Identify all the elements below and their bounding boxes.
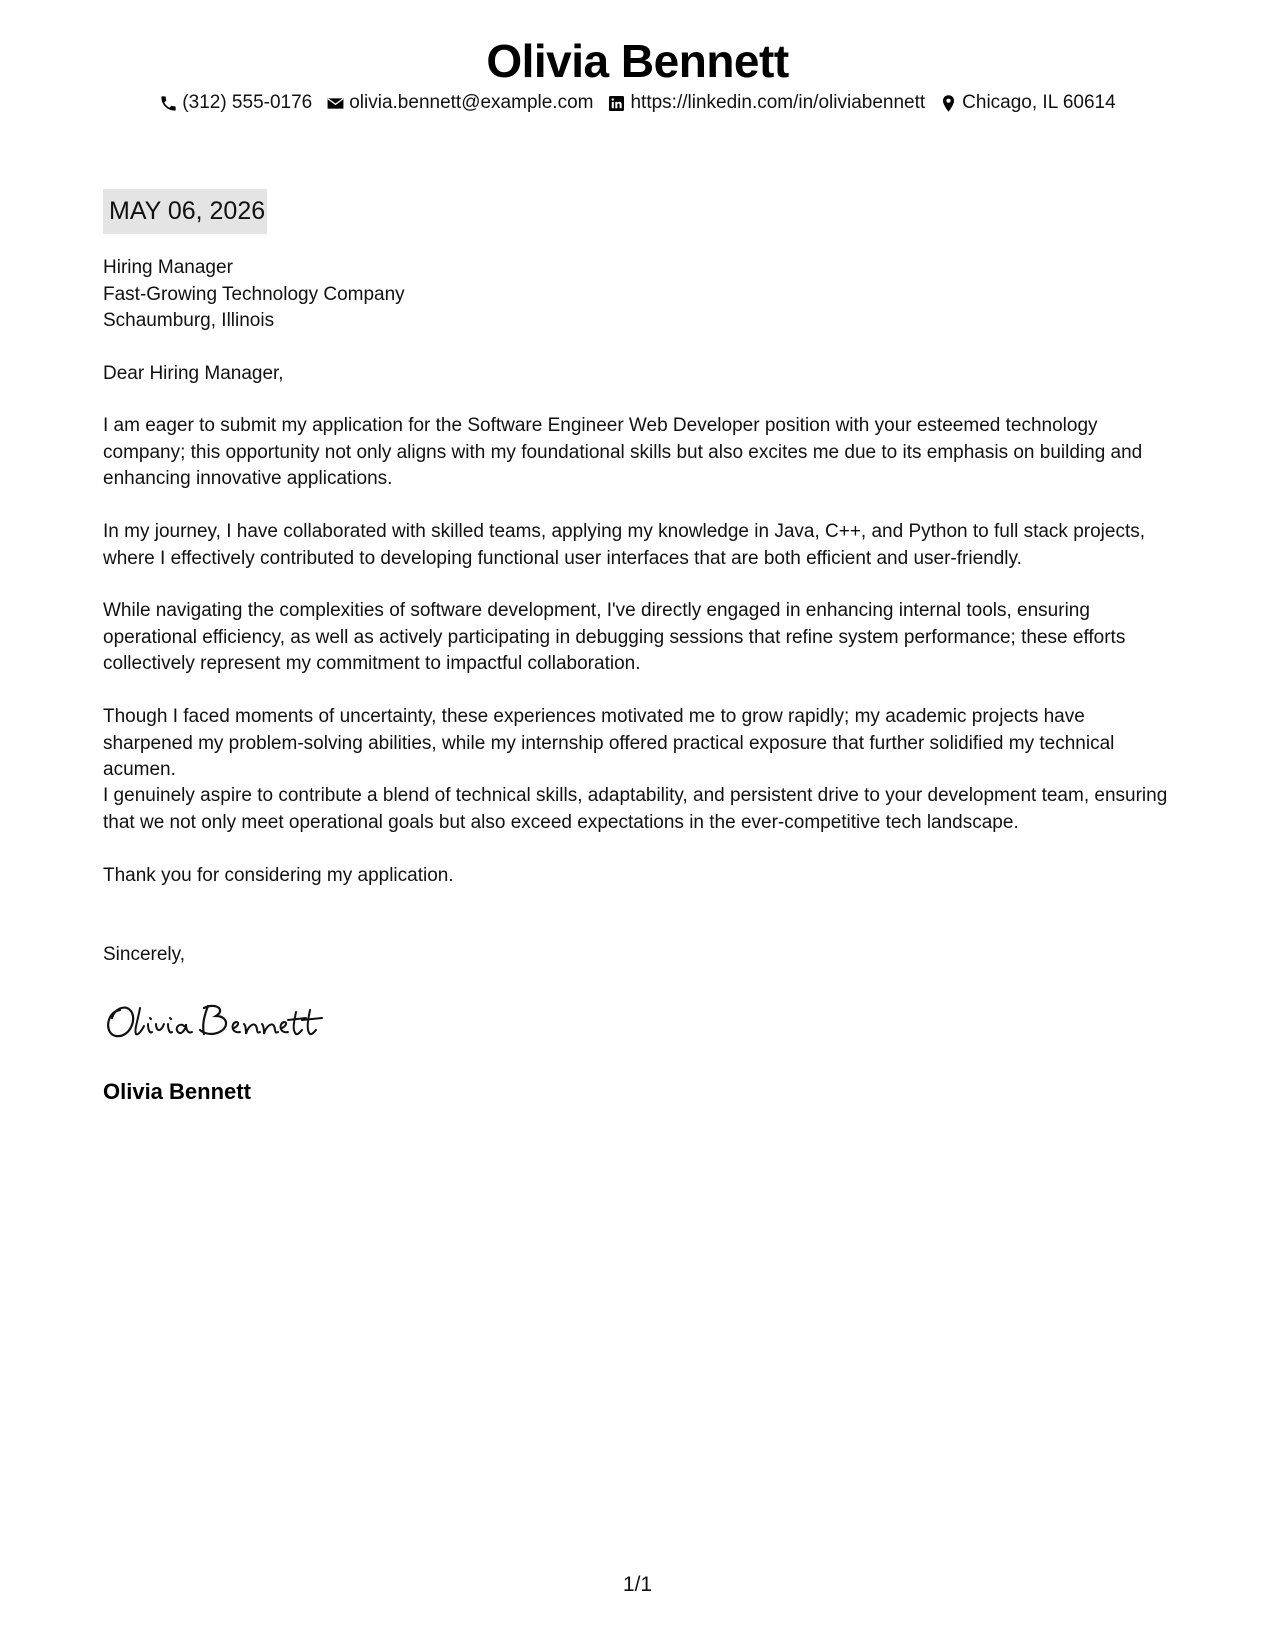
recipient-location: Schaumburg, Illinois xyxy=(103,310,275,331)
body-paragraph: Thank you for considering my application. xyxy=(103,865,454,886)
contact-location xyxy=(939,92,1116,114)
contact-linkedin[interactable] xyxy=(607,92,925,114)
body-paragraph: I am eager to submit my application for the Software Engineer Web Developer position with your esteemed technology company; this opportunity not only aligns with my foundational skills but also excites me due to its emphasis on building and enhancing innovative applications. xyxy=(103,415,1143,489)
linkedin-text: https://linkedin.com/in/oliviabennett xyxy=(630,92,926,113)
envelope-icon xyxy=(326,94,345,113)
phone-icon xyxy=(159,94,178,113)
contact-email[interactable] xyxy=(326,92,593,114)
contact-phone xyxy=(159,92,312,114)
map-pin-icon xyxy=(939,94,958,113)
email-text: olivia.bennett@example.com xyxy=(349,92,594,113)
body-paragraph: Though I faced moments of uncertainty, these experiences motivated me to grow rapidly; my academic projects have sharpened my problem-solving abilities, while my internship offered practical exposure that further solidified my technical acumen. xyxy=(103,706,1115,780)
contact-info-row xyxy=(0,92,1275,114)
recipient-title: Hiring Manager xyxy=(103,257,233,278)
recipient-block xyxy=(103,255,1178,335)
phone-text: (312) 555-0176 xyxy=(182,92,313,113)
letter-date: MAY 06, 2026 xyxy=(103,189,267,234)
applicant-name-heading: Olivia Bennett xyxy=(486,35,789,87)
linkedin-icon xyxy=(607,94,626,113)
location-text: Chicago, IL 60614 xyxy=(962,92,1116,113)
body-paragraph: While navigating the complexities of software development, I've directly engaged in enhancing internal tools, ensuring operational efficiency, as well as actively participating in debugging sessions that refine system performance; these efforts collectively represent my commitment to impactful collaboration. xyxy=(103,600,1126,674)
signed-name: Olivia Bennett xyxy=(103,1079,251,1104)
body-paragraph: In my journey, I have collaborated with skilled teams, applying my knowledge in Java, C++, and Python to full stack projects, where I effectively contributed to developing functional user interfaces that are both efficient and user-friendly. xyxy=(103,521,1146,569)
closing-line: Sincerely, xyxy=(103,944,186,965)
page-indicator: 1/1 xyxy=(622,1573,653,1596)
recipient-company: Fast-Growing Technology Company xyxy=(103,283,405,305)
body-paragraph: I genuinely aspire to contribute a blend of technical skills, adaptability, and persistent drive to your development team, ensuring that we not only meet operational goals but also exceed expectations in the ever-competitive tech landscape. xyxy=(103,785,1168,833)
handwritten-signature xyxy=(100,996,330,1046)
salutation: Dear Hiring Manager, xyxy=(103,363,284,384)
